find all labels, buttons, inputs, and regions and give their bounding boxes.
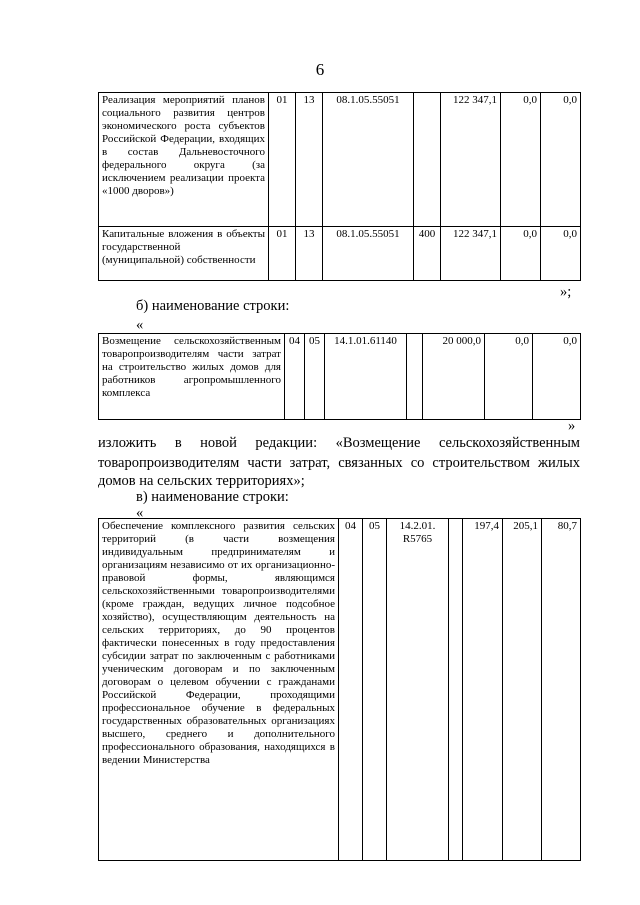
amount-year-1: 122 347,1: [441, 227, 501, 281]
section-code: 04: [339, 519, 363, 861]
table-row: [99, 519, 581, 861]
expense-type-code: 400: [414, 227, 441, 281]
expense-type-code: [449, 519, 463, 861]
amount-year-2: 0,0: [501, 93, 541, 227]
row-name: Реализация мероприятий планов социального развития центров экономического роста субъектов Российской Федерации, входящих в состав Дальневосточного федерального округа (за исключением реализации проекта «1000 дворов»): [99, 93, 269, 227]
paragraph-line: изложить в новой редакции: «Возмещение сельскохозяйственным: [98, 435, 580, 451]
amount-year-1: 197,4: [463, 519, 503, 861]
closing-quote: »;: [560, 284, 572, 300]
table-row: [99, 93, 581, 227]
page-number: 6: [315, 60, 325, 79]
target-article-code: 14.1.01.61140: [325, 334, 407, 420]
section-code: 01: [269, 93, 296, 227]
amount-year-2: 205,1: [503, 519, 542, 861]
section-heading-b: б) наименование строки:: [136, 298, 290, 314]
amount-year-2: 0,0: [501, 227, 541, 281]
subsection-code: 13: [296, 227, 323, 281]
section-heading-v: в) наименование строки:: [136, 489, 289, 505]
target-article-code: 08.1.05.55051: [323, 227, 414, 281]
amount-year-3: 0,0: [541, 227, 581, 281]
expense-type-code: [414, 93, 441, 227]
section-code: 04: [285, 334, 305, 420]
amount-year-3: 0,0: [533, 334, 581, 420]
expense-type-code: [407, 334, 423, 420]
target-article-code: 08.1.05.55051: [323, 93, 414, 227]
budget-table-1: [98, 92, 581, 281]
table-row: [99, 334, 581, 420]
target-article-code: 14.2.01. R5765: [387, 519, 449, 861]
opening-quote: «: [136, 317, 144, 333]
subsection-code: 05: [363, 519, 387, 861]
row-name: Обеспечение комплексного развития сельских территорий (в части возмещения индивидуальным предпринимателям и организациям независимо от их организационно-правовой формы, являющимся сельскохозяйственными товаропроизводителями (кроме граждан, ведущих личное подсобное хозяйство), осуществляющим деятельность на сельских территориях, до 90 процентов фактически понесенных в году предоставления субсидии затрат по заключенным с работниками ученическим договорам и по заключенным договорам о целевом обучении с гражданами Российской Федерации, проходящими профессиональное обучение в федеральных государственных образовательных организациях высшего, среднего и дополнительного профессионального образования, находящихся в ведении Министерства: [99, 519, 339, 861]
section-code: 01: [269, 227, 296, 281]
amount-year-3: 80,7: [542, 519, 581, 861]
subsection-code: 13: [296, 93, 323, 227]
amount-year-1: 20 000,0: [423, 334, 485, 420]
amount-year-3: 0,0: [541, 93, 581, 227]
budget-table-3: [98, 518, 581, 861]
budget-table-2: [98, 333, 581, 420]
amount-year-2: 0,0: [485, 334, 533, 420]
closing-quote: »: [568, 418, 576, 434]
table-row: [99, 227, 581, 281]
paragraph-line: товаропроизводителям части затрат, связанных со строительством жилых: [98, 455, 580, 471]
row-name: Возмещение сельскохозяйственным товаропроизводителям части затрат на строительство жилых домов для работников агропромышленного комплекса: [99, 334, 285, 420]
opening-quote: «: [136, 505, 144, 521]
subsection-code: 05: [305, 334, 325, 420]
paragraph-line: домов на сельских территориях»;: [98, 473, 305, 489]
amount-year-1: 122 347,1: [441, 93, 501, 227]
row-name: Капитальные вложения в объекты государственной (муниципальной) собственности: [99, 227, 269, 281]
